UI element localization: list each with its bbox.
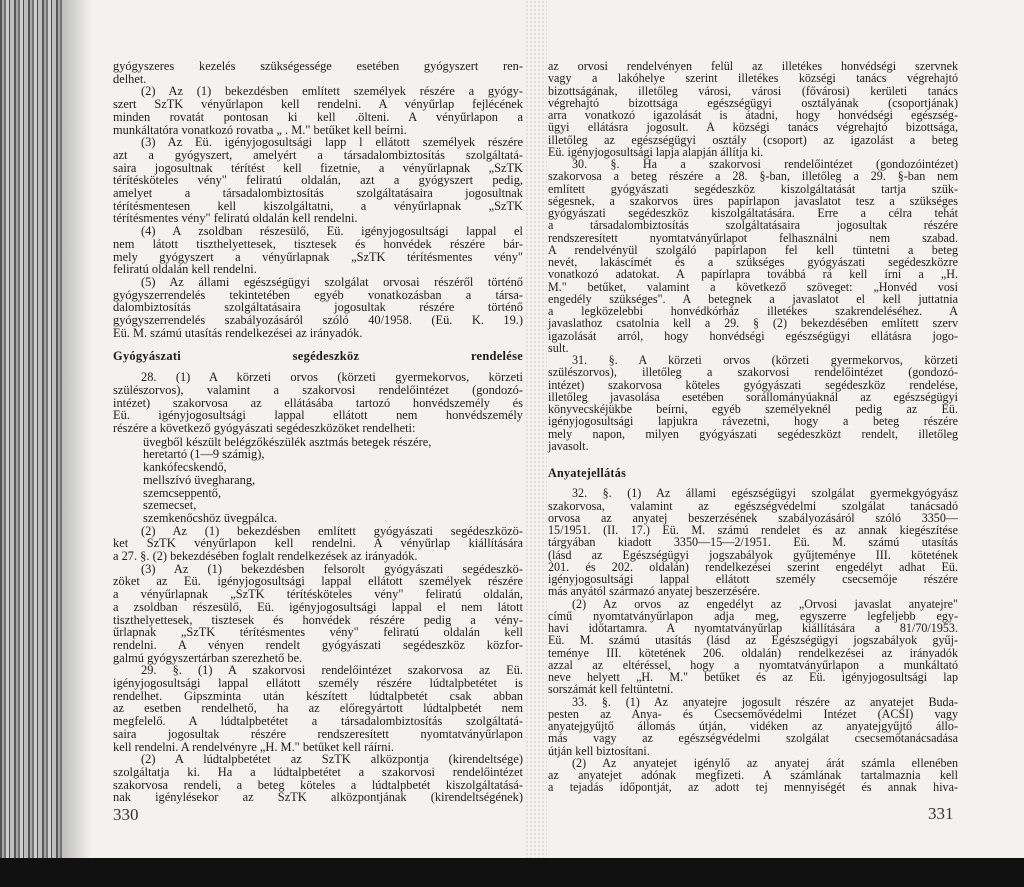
text-line: azt a gyógyszert, amelyért a társadalombiztosítás szolgáltatá- (113, 147, 523, 162)
heading-text: Gyógyászati segédeszköz rendelése (113, 349, 523, 364)
text-line: Eü. igényjogosultsági lappal ellátott nem honvédszemély (113, 408, 523, 423)
text-line: említett gyógyászati segédeszköz kiszolgáltatását tartja szük- (548, 181, 958, 196)
text-line: (3) Az Eü. igényjogosultsági lapp l ellátott személyek részére (141, 135, 523, 150)
text-line: munkáltatóra vonatkozó rovatba „ . M." betűket kell beírni. (113, 122, 407, 137)
text-line: című nyomtatványűrlapon adja meg, egyszerre legfeljebb egy- (548, 608, 958, 623)
paragraph (548, 696, 958, 757)
text-line: igényjogosultsági lappal ellátott személy részére lúdtalpbetétet is (113, 676, 523, 691)
paragraph (113, 60, 523, 85)
text-line: rendszeresített nyomtatványűrlapot felhasználni nem szabad. (548, 230, 958, 245)
text-line: engedély szükséges". A betegnek a javaslatot el kell juttatnia (548, 291, 958, 306)
text-line: nak igénylésekor az SzTK alközpontjának (kirendeltségének) (113, 790, 523, 805)
text-line: az anyatejet adónak megfizeti. A számlának tartalmaznia kell (548, 768, 958, 782)
text-line: M." betűket, valamint a következő szöveget: „Honvéd vosi (548, 279, 958, 294)
text-line: saira jogosultnak térítést kell fizetnie, a vényűrlapnak „SzTK (113, 160, 523, 175)
text-line: igazolását arról, hogy honvédségi egészségügyi ellátásra jogo- (548, 328, 958, 343)
text-line: igényjogosultsági lappal ellátott személy csecsemője részére (548, 572, 958, 586)
text-line: gyógyászati segédeszköz kiszolgáltatására. Erre a célra tehát (548, 206, 958, 220)
text-line: tárgyában kiadott 3350—15—2/1951. Eü. M. számú utasítás (548, 535, 958, 550)
text-line: az orvosi rendelvényen felül az illetékes honvédségi szervnek (548, 59, 958, 73)
list-item: heretartó (1—9 számig), (143, 447, 265, 462)
text-line: illetőleg az egészségügyi osztály (csoport) az igazolást a beteg (548, 132, 958, 147)
text-line: amelyet a társadalombiztosítás szolgáltatásaira jogosultnak (113, 186, 523, 201)
text-line: rendelni. A vényen rendelt gyógyászati segédeszköz közfor- (113, 637, 523, 652)
paragraph (548, 487, 958, 597)
paragraph (548, 598, 958, 696)
text-line: pesten az Anya- és Csecsemővédelmi Intézet (ACSI) vagy (548, 706, 958, 721)
paragraph (113, 225, 523, 276)
text-line: ségesnek, a szakorvos üres papírlapon javaslatot tesz a szükséges (548, 193, 958, 208)
text-line: szakorvosa rendeli, a beteg köteles a lúdtalpbetét kiszolgáltatásá- (113, 777, 523, 792)
text-line: 15/1951. (II. 17.) Eü. M. számú rendelet és az annak kiegészítése (548, 523, 958, 537)
text-line: 30. §. Ha a szakorvosi rendelőintézet (gondozóintézet) (572, 157, 958, 171)
paragraph (548, 757, 958, 794)
text-line: végrehajtó bizottsága egészségügyi osztályának (csoportjának) (548, 95, 958, 110)
text-line: megfelelő. A lúdtalpbetétet a társadalombiztosítás szolgáltatá- (113, 714, 523, 729)
text-line: intézet) szakorvosa az ellátásába tartozó honvédszemély és (113, 395, 523, 410)
list-item: szemkenőcshöz üvegpálca. (143, 510, 278, 525)
text-line: ügyi ellátásra jogosult. A községi tanács végrehajtó bizottsága, (548, 120, 958, 135)
text-line: (2) A lúdtalpbetétet az SzTK alközpontja (kirendeltsége) (141, 752, 523, 767)
text-line: térítésköteles vény" feliratú oldalán, azt a gyógyszert pedig, (113, 173, 523, 188)
text-line: 31. §. A körzeti orvos (körzeti gyermekorvos, körzeti (572, 353, 958, 367)
page-gutter (525, 0, 547, 870)
text-line: útján kell biztosítani. (548, 743, 650, 758)
list-item: kankófecskendő, (143, 460, 227, 475)
text-line: részére a következő gyógyászati segédeszközöket rendelheti: (113, 420, 416, 435)
text-line: 33. §. (1) Az anyatejre jogosult részére az anyatejet Buda- (572, 694, 958, 709)
text-line: Eü. M. számú utasítás rendelkezései az irányadók. (113, 325, 363, 340)
text-line: gyógyszerrendelés szabályozásáról szóló 40/1958. (Eü. K. 19.) (113, 313, 523, 328)
text-line: javaslathoz csatolnia kell a 29. § (2) bekezdésében említett szerv (548, 316, 958, 331)
text-line: gyógyszerrendelés tekintetében egyéb vonatkozásban a társa- (113, 287, 523, 302)
paragraph (113, 563, 523, 665)
text-line: a legközelebbi honvédkórház illetékes szakrendeléséhez. A (548, 304, 958, 318)
scan-bottom-border (0, 858, 1024, 887)
paragraph (548, 60, 958, 158)
text-line: térítésmentes vény" feliratú oldalán kell rendelni. (113, 211, 358, 226)
text-line: szülészorvos), illetőleg a szakorvosi rendelőintézet (gondozó- (548, 365, 958, 380)
text-line: zöket az Eü. igényjogosultsági lappal ellátott személyek részére (113, 574, 523, 589)
text-line: Eü. M. számú utasítás (lásd az Egészségügyi jogszabályok gyűj- (548, 633, 958, 648)
text-line: igényjogosultsági lapjukra rávezetni, hogy a beteg részére (548, 414, 958, 429)
text-line: az esetben rendelhető, ha az előregyártott lúdtalpbetét nem (113, 701, 523, 716)
text-line: minden rovatát pontosan ki kell .ölteni. A vényűrlapon a (113, 109, 523, 124)
text-line: saira jogosultak részére rendszeresített nyomtatványűrlapon (113, 726, 523, 741)
text-line: könyvecskéjükbe beírni, egyéb személyeknél pedig az Eü. (548, 402, 958, 416)
text-line: a vényűrlapnak „SzTK térítésköteles vény" feliratú oldalán, (113, 587, 523, 602)
text-line: javasolt. (548, 438, 589, 453)
paragraph (113, 525, 523, 563)
paragraph (113, 276, 523, 340)
list-item: üvegből készült belégzőkészülék asztmás betegek részére, (143, 434, 432, 449)
text-line: 29. §. (1) A szakorvosi rendelőintézet szakorvosa az Eü. (141, 663, 523, 678)
text-line: (4) A zsoldban részesülő, Eü. igényjogosultsági lappal el (141, 224, 523, 239)
list-item: szemcseppentő, (143, 485, 222, 500)
text-line: (3) Az (1) bekezdésben felsorolt gyógyászati segédeszkö- (141, 561, 523, 576)
paragraph (548, 354, 958, 452)
text-line: kell rendelni. A rendelvényre „H. M." betűket kell ráírni. (113, 739, 395, 754)
text-line: (2) Az (1) bekezdésben említett gyógyászati segédeszközö- (141, 523, 523, 538)
text-line: rendelhet. Gipszminta után készített lúdtalpbetét csak abban (113, 688, 523, 703)
text-line: a zsoldban részesülő, Eü. igényjogosultsági lappal el nem látott (113, 599, 523, 614)
section-heading (548, 467, 958, 479)
text-line: dalombiztosítás szolgáltatásaira jogosultak részére történő (113, 300, 523, 315)
text-line: neve helyett „H. M." betűket és az Eü. igényjogosultsági lap (548, 670, 958, 684)
item-list (113, 436, 523, 525)
right-page-number: 331 (928, 804, 954, 823)
text-line: 201. és 202. oldalán) rendelkezései szerint engedélyt adhat Eü. (548, 559, 958, 574)
text-line: szakorvosa a beteg részére a 28. §-ban, illetőleg a 29. §-ban nem (548, 169, 958, 184)
text-line: (2) Az anyatejet igénylő az anyatej árát számla ellenében (572, 755, 958, 770)
text-line: delhet. (113, 71, 147, 86)
text-line: 32. §. (1) Az állami egészségügyi szolgálat gyermekgyógyász (572, 486, 958, 501)
book-binding-edge (0, 0, 62, 887)
text-line: a 27. §. (2) bekezdésében foglalt rendelkezések az irányadók. (113, 549, 418, 564)
text-line: illetőleg javasolása esetében sorállományúaknál az egészségügyi (548, 389, 958, 404)
text-line: vonatkozó adatokat. A papírlapra továbbá rá kell írni a „H. (548, 267, 958, 282)
text-line: (5) Az állami egészségügyi szolgálat orvosai részéről történő (141, 274, 523, 289)
text-line: szülészorvos), valamint a szakorvosi rendelőintézet (gondozó- (113, 382, 523, 397)
text-line: A rendelvényül szolgáló papírlapon fel kell tüntetni a beteg (548, 242, 958, 257)
text-line: havi időtartamra. A nyomtatványűrlap kiállítására a 81/70/1953. (548, 621, 958, 635)
text-line: teménye III. kötetének 206. oldalán) rendelkezései az irányadók (548, 645, 958, 660)
text-line: űrlapnak „SzTK térítésmentes vény" feliratú oldalán kell (113, 625, 523, 640)
text-line: 28. (1) A körzeti orvos (körzeti gyermekorvos, körzeti (141, 370, 523, 385)
text-line: szolgáltatja ki. Ha a lúdtalpbetétet a szakorvosi rendelőintézet (113, 764, 523, 779)
text-line: sorszámát kell feltüntetni. (548, 682, 674, 697)
paragraph (113, 371, 523, 435)
list-item: szemecset, (143, 498, 197, 513)
text-line: a tejadás időpontját, az adott tej mennyiségét és annak hiva- (548, 780, 958, 795)
text-line: (lásd az Egészségügyi jogszabályok gyűjteménye III. kötetének (548, 547, 958, 562)
text-line: térítésmentesen kell kiszolgáltatni, a vényűrlapnak „SzTK (113, 198, 523, 213)
text-line: szert SzTK vényűrlapon kell rendelni. A vényűrlap fejlécének (113, 97, 523, 112)
text-line: galmú gyógyszertárban szerezhető be. (113, 650, 303, 665)
left-page-number: 330 (113, 805, 139, 824)
text-line: gyógyszeres kezelés szükségessége esetében gyógyszert ren- (113, 59, 523, 73)
paragraph (113, 753, 523, 804)
paragraph (113, 85, 523, 136)
text-line: más anyától származó anyatej beszerzésére. (548, 584, 760, 599)
text-line: ket SzTK vényűrlapon kell rendelni. A vényűrlap kiállítására (113, 536, 523, 551)
text-line: (2) Az (1) bekezdésben említett személyek részére a gyógy- (141, 84, 523, 99)
text-line: (2) Az orvos az engedélyt az „Orvosi javaslat anyatejre" (572, 596, 958, 611)
text-line: azzal az eltéréssel, hogy a nyomtatványűrlapon a munkáltató (548, 657, 958, 672)
text-line: arra vonatkozó igazolását is átadni, hogy honvédségi egészség- (548, 108, 958, 122)
heading-text: Anyatejellátás (548, 466, 627, 480)
text-line: nem látott tiszthelyettesek, tisztesek és honvédek részére bár- (113, 236, 523, 251)
text-line: feliratú oldalán kell rendelni. (113, 262, 257, 277)
text-line: szakorvosa, valamint az egészségvédelmi szolgálat tanácsadó (548, 498, 958, 513)
text-line: a társadalombiztosítás szolgáltatásaira jogosultak részére (548, 218, 958, 233)
text-line: mely napon, milyen gyógyászati segédeszközt rendelt, illetőleg (548, 426, 958, 441)
paragraph (548, 158, 958, 354)
list-item: mellszívó üvegharang, (143, 472, 256, 487)
paragraph (113, 664, 523, 753)
text-line: orvosa az anyatej beszerzésének szabályozásáról szóló 3350— (548, 510, 958, 525)
text-line: Eü. igényjogosultsági lapja alapján állítja ki. (548, 144, 764, 159)
text-line: intézet) szakorvosa köteles gyógyászati segédeszköz rendelése, (548, 377, 958, 392)
paragraph (113, 136, 523, 225)
text-line: más vagy az egészségvédelmi szolgálat csecsemőtanácsadása (548, 731, 958, 746)
binding-shadow (62, 0, 92, 887)
text-line: nevét, lakáscímét és a szükséges gyógyászati segédeszközre (548, 255, 958, 269)
text-line: mely gyógyszert a vényűrlapnak „SzTK térítésmentes vény" (113, 249, 523, 264)
text-line: bizottságának, illetőleg városi, városi (fővárosi) kerületi tanács (548, 83, 958, 98)
text-line: vagy a lakóhelye szerint illetékes községi tanács végrehajtó (548, 71, 958, 86)
text-line: tiszthelyettesek, tisztesek és honvédek részére pedig a vény- (113, 612, 523, 627)
text-line: sult. (548, 340, 569, 355)
section-heading (113, 350, 523, 363)
right-page-text (548, 60, 958, 794)
left-page-text (113, 60, 523, 804)
text-line: anyatejgyűjtő állomás útján, vidéken az anyatejgyűjtő állo- (548, 719, 958, 733)
